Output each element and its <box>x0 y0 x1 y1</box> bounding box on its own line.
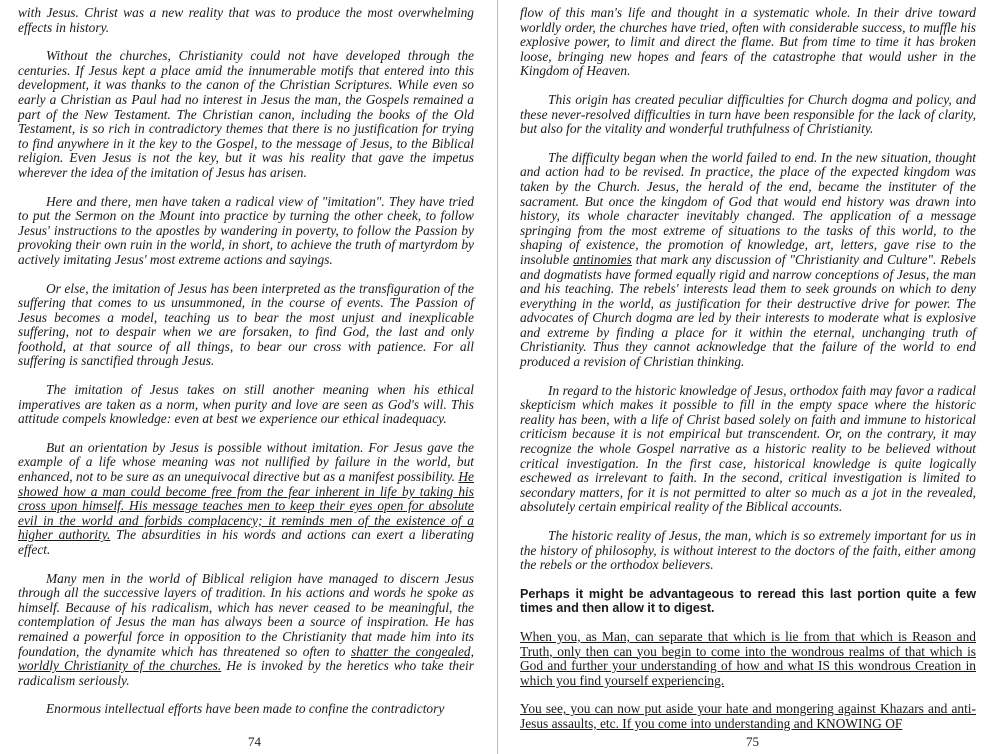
right-page <box>520 6 976 732</box>
paragraph <box>18 441 474 558</box>
underlined-passage: He showed how a man could become free from the fear inherent in life by taking his cross upon himself. His message teaches men to keep their eyes open for absolute evil in the world and forbids complacency; it reminds men of the existence of a higher authority. <box>18 469 474 543</box>
paragraph: with Jesus. Christ was a new reality that was to produce the most overwhelming effects in history. <box>18 5 474 35</box>
commentary-paragraph <box>520 702 976 731</box>
paragraph: The historic reality of Jesus, the man, which is so extremely important for us in the history of philosophy, is without interest to the doctors of the faith, either among the rebels or the orthodox believers. <box>520 528 976 573</box>
paragraph: Enormous intellectual efforts have been made to confine the contradictory <box>46 701 445 717</box>
page-number: 74 <box>248 734 261 749</box>
paragraph: This origin has created peculiar difficulties for Church dogma and policy, and these never-resolved difficulties in turn have been responsible for the lack of clarity, but also for the vitality and wonderful truthfulness of Christianity. <box>520 91 976 137</box>
underlined-passage: shatter the congealed, worldly Christianity of the churches. <box>18 643 474 674</box>
bold-note: Perhaps it might be advantageous to reread this last portion quite a few times and then allow it to digest. <box>520 586 976 616</box>
paragraph-text: He is invoked by the heretics who take their radicalism seriously. <box>18 658 474 688</box>
paragraph-text: The absurdities in his words and actions can exert a liberating effect. <box>18 527 474 557</box>
paragraph: Without the churches, Christianity could not have developed through the centuries. If Jesus kept a place amid the innumerable motifs that entered into this development, it was thanks to the canon of the Christian Scriptures. While even so early a Christian as Paul had no interest in Jesus the man, the Gospels remained a part of the New Testament. The Christian canon, including the books of the Old Testament, is so rich in contradictory themes that there is no justification for trying to find anywhere in it the key to the Gospel, to the message of Jesus, to the Biblical religion. Even Jesus is not the key, but it was his reality that gave the impetus wherever the idea of the imitation of Jesus has arisen. <box>18 48 474 180</box>
paragraph: In regard to the historic knowledge of Jesus, orthodox faith may favor a radical skepticism which makes it possible to fill in the empty space where the historic reality has been, with a life of Christ based solely on faith and immune to historical criticism because it is not empirical but transcendent. Or, on the contrary, it may recognize the whole Gospel narrative as a historic reality to be believed without critical investigation. In the first case, historical knowledge is quite logically eschewed as irrelevant to faith. In the second, critical investigation is limited to secondary matters, for it is not permitted to alter so much as a jot in the revealed, absolutely certain empirical reality of the Biblical accounts. <box>520 382 976 515</box>
underlined-passage: When you, as Man, can separate that which is lie from that which is Reason and Truth, only then can you begin to come into the wondrous realms of that which is God and further your understanding of how and what IS this wondrous Creation in which you find yourself experiencing. <box>520 628 976 688</box>
paragraph <box>520 151 976 370</box>
paragraph-text: Many men in the world of Biblical religion have managed to discern Jesus through all the successive layers of tradition. In his actions and words he spoke as himself. Because of his radicalism, which has never ceased to be meaningful, the contemplation of Jesus the man has always been a source of inspiration. He has remained a powerful force in opposition to the Christianity that made him into its foundation, the dynamite which has threatened so often to <box>18 570 474 659</box>
paragraph: flow of this man's life and thought in a systematic whole. In their drive toward worldly order, the churches have tried, often with considerable success, to muffle his explosive power, to limit and direct the flame. But from time to time it has broken loose, bringing new hopes and fears of the catastrophe that would usher in the Kingdom of Heaven. <box>520 5 976 79</box>
paragraph <box>18 572 474 689</box>
left-page <box>18 6 474 717</box>
paragraph-text: The difficulty began when the world failed to end. In the new situation, thought and action had to be revised. In practice, the place of the expected kingdom was taken by the Church. Jesus, the herald of the end, became the instituter of the sacrament. But once the kingdom of God that would end history was drawn into history, its whole character inevitably changed. The application of a message springing from the most extreme of situations to the tasks of this world, to the shaping of existence, the promotion of knowledge, art, letters, gave rise to the insoluble <box>520 149 976 267</box>
paragraph: Or else, the imitation of Jesus has been interpreted as the transfiguration of the suffering that comes to us unsummoned, in the course of events. The Passion of Jesus becomes a model, teaching us to bear the most unjust and inexplicable suffering, not to despair when we are forsaken, to find God, the last and only foothold, at that source of all things, to bear our cross with patience. For all suffering is sanctified through Jesus. <box>18 280 474 369</box>
underlined-passage: You see, you can now put aside your hate and mongering against Khazars and anti-Jesus assaults, etc. If you come into understanding and KNOWING OF <box>520 701 976 731</box>
paragraph-text: that mark any discussion of "Christianity and Culture". Rebels and dogmatists have formed equally rigid and narrow conceptions of Jesus, the man and his teaching. The rebels' interests lead them to seek grounds on which to deny everything in the world, as justification for their destructive drive for power. The advocates of Church dogma are led by their interests to moderate what is explosive and extreme by finding a place for it within the eternal, unchanging truth of Christianity. Thus they cannot acknowledge that the failure of the world to end produced a revision of Christian thinking. <box>520 251 976 370</box>
commentary-paragraph <box>520 630 976 688</box>
paragraph: Here and there, men have taken a radical view of "imitation". They have tried to put the Sermon on the Mount into practice by turning the other cheek, to follow Jesus' instructions to the apostles by wandering in poverty, to follow the Passion by provoking their own ruin in the world, in short, to achieve the truth of martyrdom by actively imitating Jesus' most extreme actions and sayings. <box>18 193 474 267</box>
underlined-word: antinomies <box>573 251 632 267</box>
page-number: 75 <box>746 734 759 749</box>
paragraph: The imitation of Jesus takes on still another meaning when his ethical imperatives are taken as a norm, when purity and love are seen as God's will. This attitude compels knowledge: even at best we experience our ethical inadequacy. <box>18 382 474 427</box>
paragraph-text: But an orientation by Jesus is possible without imitation. For Jesus gave the example of a life whose meaning was not nullified by failure in the world, but enhanced, not to be sure as an unequivocal directive but as a manifest possibility. <box>18 439 474 485</box>
page-gutter-divider <box>497 0 498 754</box>
